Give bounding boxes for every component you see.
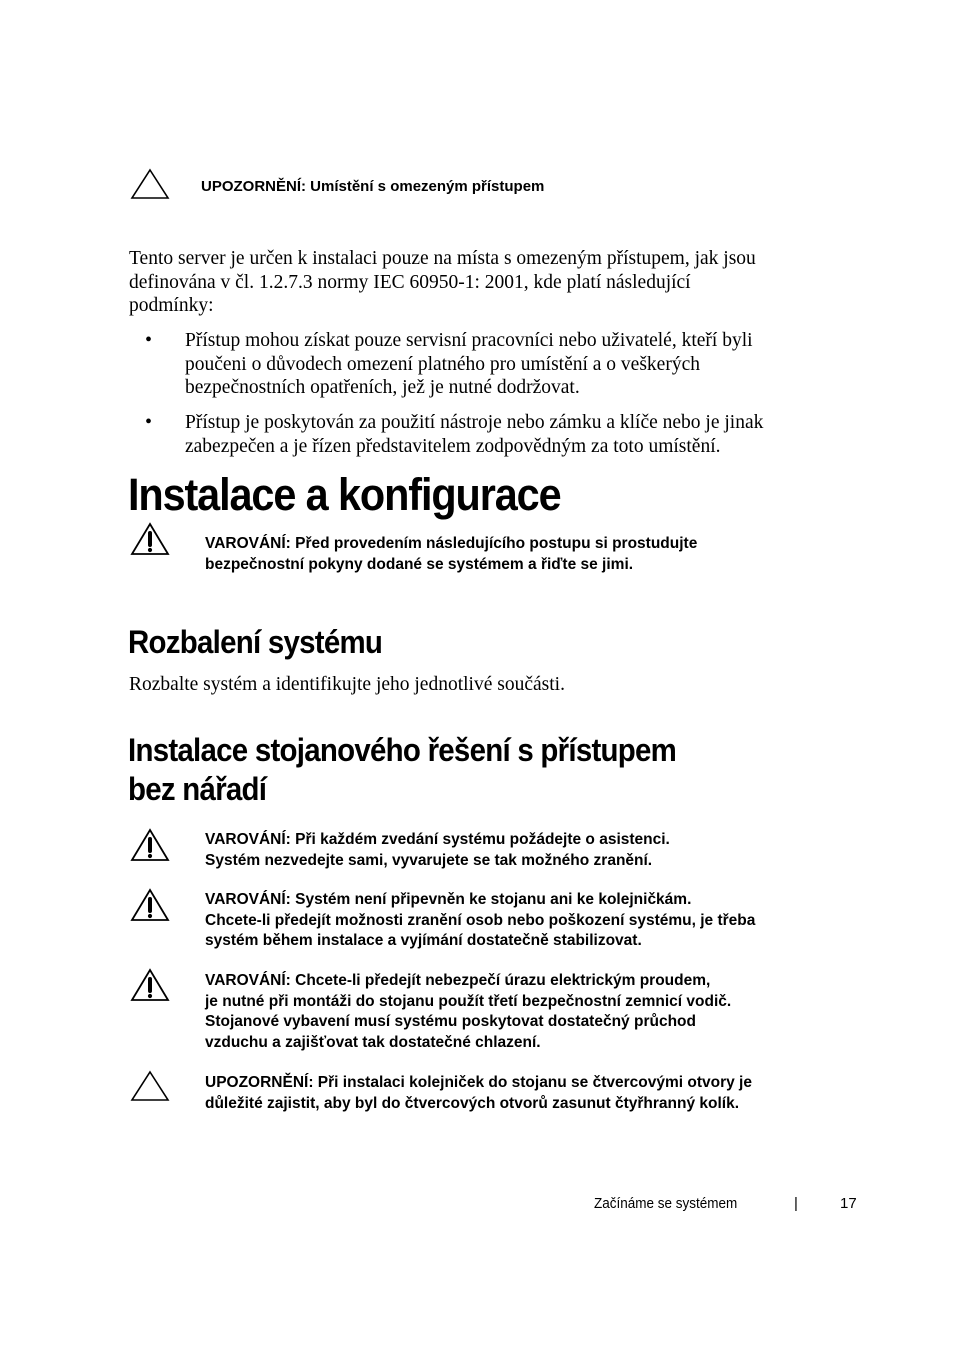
footer-section-title: Začínáme se systémem	[594, 1195, 738, 1212]
caution-notice-restricted-access	[201, 177, 544, 198]
bullet-marker: •	[145, 411, 153, 433]
warning-icon	[130, 968, 170, 1004]
warning-icon	[130, 888, 170, 924]
section-heading-rack-install: Instalace stojanového řešení s přístupem bez nářadí	[128, 732, 677, 807]
page-number: 17	[840, 1195, 857, 1212]
warning-icon	[130, 828, 170, 864]
warning-safety-instructions: VAROVÁNÍ: Před provedením následujícího postupu si prostudujte bezpečnostní pokyny dodané se systémem a řiďte se jimi.	[205, 535, 698, 573]
list-item: Přístup je poskytován za použití nástroje nebo zámku a klíče nebo je jinak zabezpečen a je řízen představitelem zodpovědným za toto umístění.	[185, 412, 764, 457]
caution-square-holes: UPOZORNĚNÍ: Při instalaci kolejniček do stojanu se čtvercovými otvory je důležité zajistit, aby byl do čtvercových otvorů zasunut čtyřhranný kolík.	[205, 1074, 752, 1112]
warning-stabilization: VAROVÁNÍ: Systém není připevněn ke stojanu ani ke kolejničkám. Chcete-li předejít možnosti zranění osob nebo poškození systému, je třeba systém během instalace a vyjímání dostatečně stabilizovat.	[205, 891, 756, 949]
caution-icon	[130, 1070, 170, 1106]
section-heading-unpack: Rozbalení systému	[128, 624, 383, 660]
caution-text: Umístění s omezeným přístupem	[306, 178, 545, 195]
warning-electric-shock: VAROVÁNÍ: Chcete-li předejít nebezpečí úrazu elektrickým proudem, je nutné při montáži do stojanu použít třetí bezpečnostní zemnicí vodič. Stojanové vybavení musí systému poskytovat dostatečný průchod vzduchu a zajišťovat tak dostatečné chlazení.	[205, 972, 732, 1051]
list-item: Přístup mohou získat pouze servisní pracovníci nebo uživatelé, kteří byli poučeni o důvodech omezení platného pro umístění a o veškerých bezpečnostních opatřeních, jež je nutné dodržovat.	[185, 330, 753, 398]
intro-paragraph: Tento server je určen k instalaci pouze na místa s omezeným přístupem, jak jsou definována v čl. 1.2.7.3 normy IEC 60950-1: 2001, kde platí následující podmínky:	[129, 248, 756, 316]
caution-label: UPOZORNĚNÍ:	[201, 178, 306, 195]
warning-lifting: VAROVÁNÍ: Při každém zvedání systému požádejte o asistenci. Systém nezvedejte sami, vyvarujete se tak možného zranění.	[205, 831, 670, 869]
footer-separator: |	[794, 1195, 798, 1212]
page-title: Instalace a konfigurace	[128, 469, 561, 520]
unpack-paragraph: Rozbalte systém a identifikujte jeho jednotlivé součásti.	[129, 674, 565, 695]
warning-icon	[130, 522, 170, 558]
bullet-marker: •	[145, 329, 153, 351]
caution-icon	[130, 168, 170, 204]
